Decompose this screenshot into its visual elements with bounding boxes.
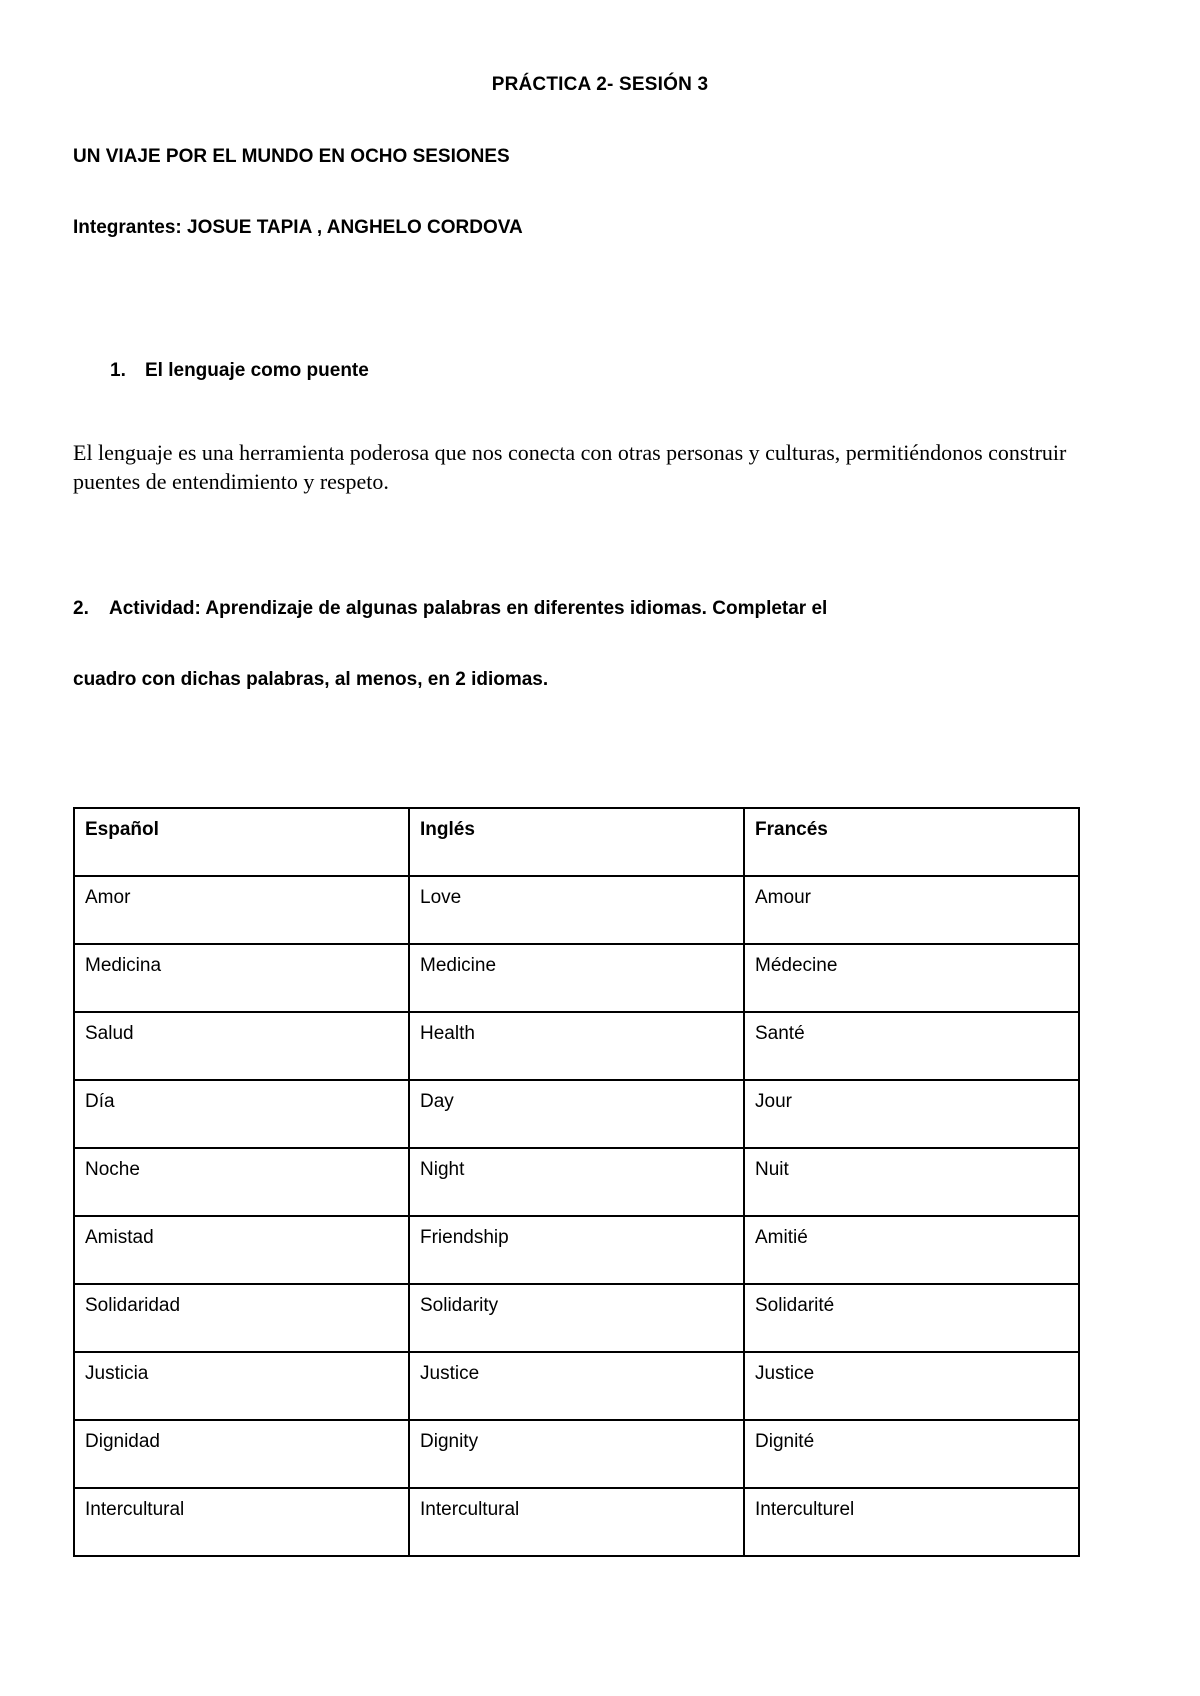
- cell-french: Amour: [744, 876, 1079, 944]
- team-members: Integrantes: JOSUE TAPIA , ANGHELO CORDOVA: [73, 217, 523, 238]
- section-1-number: 1.: [110, 360, 126, 381]
- cell-english: Health: [409, 1012, 744, 1080]
- cell-french: Santé: [744, 1012, 1079, 1080]
- header-french: Francés: [744, 808, 1079, 876]
- cell-english: Day: [409, 1080, 744, 1148]
- section-2-title-line1: Actividad: Aprendizaje de algunas palabras en diferentes idiomas. Completar el: [109, 598, 828, 619]
- cell-english: Medicine: [409, 944, 744, 1012]
- table-row: [74, 1284, 1079, 1352]
- table-row: [74, 1488, 1079, 1556]
- section-1-title: El lenguaje como puente: [145, 360, 369, 381]
- cell-spanish: Dignidad: [74, 1420, 409, 1488]
- cell-spanish: Amistad: [74, 1216, 409, 1284]
- cell-english: Night: [409, 1148, 744, 1216]
- cell-spanish: Amor: [74, 876, 409, 944]
- cell-english: Friendship: [409, 1216, 744, 1284]
- cell-french: Médecine: [744, 944, 1079, 1012]
- cell-spanish: Solidaridad: [74, 1284, 409, 1352]
- cell-english: Intercultural: [409, 1488, 744, 1556]
- cell-english: Dignity: [409, 1420, 744, 1488]
- header-spanish: Español: [74, 808, 409, 876]
- document-subtitle: UN VIAJE POR EL MUNDO EN OCHO SESIONES: [73, 146, 510, 167]
- table-row: [74, 1012, 1079, 1080]
- table-header-row: [74, 808, 1079, 876]
- cell-french: Dignité: [744, 1420, 1079, 1488]
- cell-english: Love: [409, 876, 744, 944]
- cell-spanish: Intercultural: [74, 1488, 409, 1556]
- cell-french: Nuit: [744, 1148, 1079, 1216]
- table-row: [74, 876, 1079, 944]
- table-row: [74, 1420, 1079, 1488]
- table-row: [74, 1148, 1079, 1216]
- section-2-number: 2.: [73, 598, 89, 619]
- cell-french: Justice: [744, 1352, 1079, 1420]
- section-1-paragraph: El lenguaje es una herramienta poderosa que nos conecta con otras personas y culturas, permitiéndonos construir puentes de entendimiento y respeto.: [73, 440, 1067, 494]
- cell-spanish: Salud: [74, 1012, 409, 1080]
- cell-spanish: Medicina: [74, 944, 409, 1012]
- table-row: [74, 1080, 1079, 1148]
- table-row: [74, 1216, 1079, 1284]
- section-2-title-line2: cuadro con dichas palabras, al menos, en 2 idiomas.: [73, 669, 549, 690]
- page-title: PRÁCTICA 2- SESIÓN 3: [491, 74, 709, 95]
- section-1-heading: [110, 360, 369, 382]
- table-row: [74, 1352, 1079, 1420]
- cell-spanish: Justicia: [74, 1352, 409, 1420]
- vocabulary-table: [73, 807, 1080, 1557]
- section-2-heading: [73, 598, 827, 620]
- cell-french: Interculturel: [744, 1488, 1079, 1556]
- cell-french: Jour: [744, 1080, 1079, 1148]
- cell-spanish: Noche: [74, 1148, 409, 1216]
- cell-french: Amitié: [744, 1216, 1079, 1284]
- cell-french: Solidarité: [744, 1284, 1079, 1352]
- cell-english: Justice: [409, 1352, 744, 1420]
- cell-english: Solidarity: [409, 1284, 744, 1352]
- table-row: [74, 944, 1079, 1012]
- cell-spanish: Día: [74, 1080, 409, 1148]
- header-english: Inglés: [409, 808, 744, 876]
